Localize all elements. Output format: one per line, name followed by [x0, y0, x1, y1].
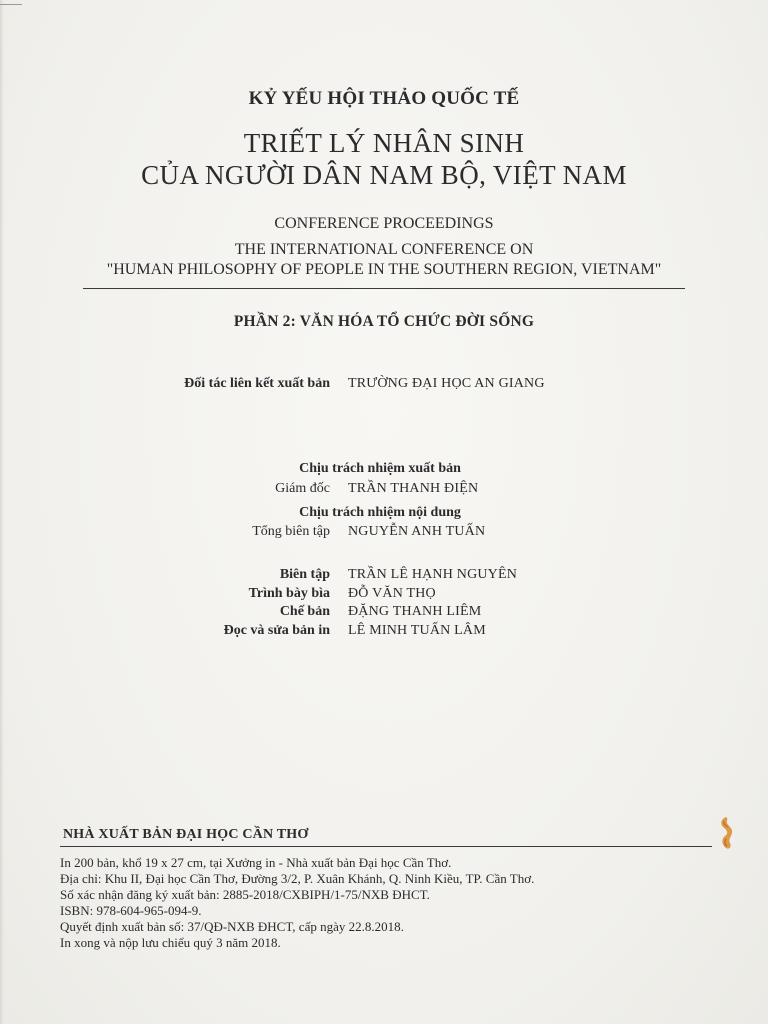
part-heading: PHẦN 2: VĂN HÓA TỔ CHỨC ĐỜI SỐNG	[233, 313, 535, 330]
english-subtitle-2: THE INTERNATIONAL CONFERENCE ON	[234, 241, 534, 258]
title-line-2: CỦA NGƯỜI DÂN NAM BỘ, VIỆT NAM	[141, 160, 627, 190]
partner-label: Đối tác liên kết xuất bản	[184, 376, 330, 391]
ink-stain-mark	[714, 815, 738, 853]
top-divider	[83, 288, 685, 289]
editor-in-chief-value: NGUYỄN ANH TUẤN	[348, 524, 486, 539]
publishing-responsibility-heading: Chịu trách nhiệm xuất bản	[299, 461, 461, 476]
imprint-line: Số xác nhận đăng ký xuất bản: 2885-2018/CXBIPH/1-75/NXB ĐHCT.	[60, 887, 430, 902]
editor-in-chief-label: Tổng biên tập	[252, 524, 330, 539]
credit-value: TRẦN LÊ HẠNH NGUYÊN	[348, 567, 518, 582]
director-value: TRẦN THANH ĐIỆN	[348, 481, 479, 496]
partner-value: TRƯỜNG ĐẠI HỌC AN GIANG	[348, 376, 545, 391]
english-subtitle-1: CONFERENCE PROCEEDINGS	[274, 215, 494, 232]
imprint-line: Địa chỉ: Khu II, Đại học Cần Thơ, Đường 3/2, P. Xuân Khánh, Q. Ninh Kiều, TP. Cần Thơ.	[60, 871, 535, 886]
imprint-line: In xong và nộp lưu chiểu quý 3 năm 2018.	[60, 935, 281, 950]
title-line-1: TRIẾT LÝ NHÂN SINH	[243, 128, 525, 158]
bottom-divider	[60, 846, 712, 847]
credit-value: ĐẶNG THANH LIÊM	[348, 604, 482, 619]
english-subtitle-3: "HUMAN PHILOSOPHY OF PEOPLE IN THE SOUTHERN REGION, VIETNAM"	[106, 261, 662, 278]
credit-label: Chế bản	[279, 604, 330, 619]
corner-mark	[0, 4, 22, 5]
imprint-line: In 200 bản, khổ 19 x 27 cm, tại Xưởng in - Nhà xuất bản Đại học Cần Thơ.	[60, 855, 452, 870]
credit-value: ĐỖ VĂN THỌ	[348, 586, 436, 601]
content-responsibility-heading: Chịu trách nhiệm nội dung	[299, 505, 461, 520]
imprint-line: Quyết định xuất bản số: 37/QĐ-NXB ĐHCT, cấp ngày 22.8.2018.	[60, 919, 404, 934]
proceedings-kicker: KỶ YẾU HỘI THẢO QUỐC TẾ	[248, 88, 520, 109]
credit-label: Đọc và sửa bản in	[223, 623, 330, 638]
publisher-name: NHÀ XUẤT BẢN ĐẠI HỌC CẦN THƠ	[63, 827, 309, 842]
director-label: Giám đốc	[275, 481, 330, 496]
imprint-line: ISBN: 978-604-965-094-9.	[60, 903, 202, 918]
credit-label: Trình bày bìa	[248, 586, 330, 601]
credit-label: Biên tập	[279, 567, 330, 582]
credit-value: LÊ MINH TUẤN LÂM	[348, 623, 486, 638]
